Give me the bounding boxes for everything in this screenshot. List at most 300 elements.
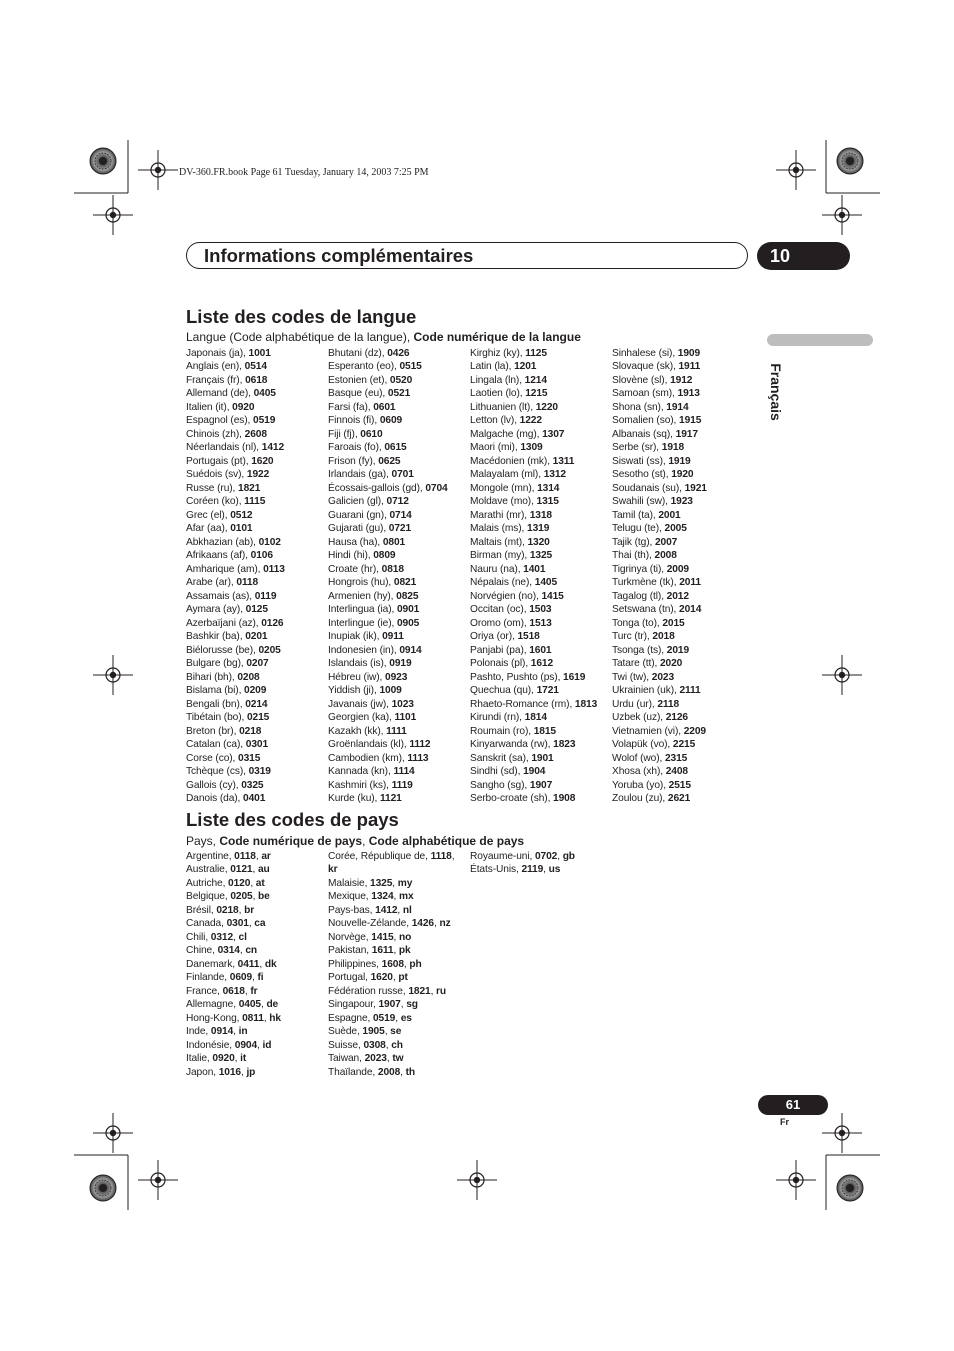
language-code: 1920 [671, 469, 694, 481]
language-name: Moldave (mo), [470, 496, 537, 508]
language-name: Kirghiz (ky), [470, 348, 526, 359]
language-code: 0818 [381, 563, 404, 575]
language-code: 2015 [662, 617, 685, 629]
language-entry [470, 563, 612, 576]
country-entry: Brésil, 0218, br [186, 904, 255, 916]
country-name: Malaisie, [328, 877, 371, 889]
language-entry [186, 711, 328, 724]
country-entry: Argentine, 0118, ar [186, 851, 271, 862]
language-entry [186, 725, 328, 738]
language-code: 1115 [244, 496, 266, 508]
language-entry [186, 495, 328, 508]
language-entry [612, 536, 754, 549]
language-name: Tatare (tt), [612, 658, 660, 670]
country-name: Chili, [186, 931, 211, 943]
language-code: 2011 [679, 577, 701, 589]
language-name: Afrikaans (af), [186, 550, 251, 562]
country-name: Autriche, [186, 877, 229, 889]
language-entry [470, 711, 612, 724]
language-entry [186, 509, 328, 522]
country-numeric-code: 1016 [218, 1066, 241, 1078]
language-code: 0809 [373, 550, 396, 562]
language-entry [186, 657, 328, 670]
country-numeric-code: 0702 [534, 851, 558, 862]
country-numeric-code: 0914 [210, 1026, 234, 1038]
language-name: Ukrainien (uk), [612, 685, 680, 697]
language-entry [186, 428, 328, 441]
language-codes-subtitle-plain: Langue (Code alphabétique de la langue), [186, 330, 414, 344]
language-name: Grec (el), [186, 509, 231, 521]
language-entry [470, 347, 612, 360]
language-entry [328, 576, 470, 589]
language-column-2 [328, 347, 470, 805]
country-numeric-code: 1611 [371, 945, 394, 957]
language-name: Tajik (tg), [612, 536, 655, 548]
language-name: Danois (da), [186, 792, 244, 804]
language-code: 1813 [574, 698, 598, 710]
language-code: 1912 [670, 374, 693, 386]
language-name: Latin (la), [470, 361, 515, 373]
language-entry [612, 617, 754, 630]
country-alpha-code: sg [406, 999, 418, 1011]
country-name: Finlande, [186, 972, 230, 984]
country-alpha-code: pk [398, 945, 411, 957]
language-name: Corse (co), [186, 752, 239, 764]
language-name: Biélorusse (be), [186, 644, 259, 656]
country-name: Chine, [186, 945, 218, 957]
language-entry [470, 401, 612, 414]
language-entry [186, 455, 328, 468]
language-code: 0126 [261, 617, 284, 629]
language-entry [186, 765, 328, 778]
country-entry: Italie, 0920, it [186, 1053, 247, 1065]
country-entry: Portugal, 1620, pt [328, 972, 408, 984]
language-code: 1222 [519, 415, 542, 427]
country-alpha-code: br [244, 904, 255, 916]
language-entry [186, 414, 328, 427]
language-code: 1907 [529, 779, 553, 791]
language-entry [186, 441, 328, 454]
language-code: 1914 [666, 401, 689, 413]
language-code: 0609 [379, 415, 403, 427]
language-name: Polonais (pl), [470, 658, 531, 670]
country-entry: Philippines, 1608, ph [328, 958, 422, 970]
language-code: 2515 [668, 779, 691, 791]
language-name: Pashto, Pushto (ps), [470, 671, 564, 683]
language-code: 1909 [677, 348, 701, 359]
language-name: Afar (aa), [186, 523, 231, 535]
language-name: Tsonga (ts), [612, 644, 667, 656]
country-column-1 [186, 850, 328, 1079]
language-code: 0106 [250, 550, 273, 562]
language-entry [328, 482, 470, 495]
country-numeric-code: 0314 [217, 945, 240, 957]
language-name: Assamais (as), [186, 590, 255, 602]
country-entry: Hong-Kong, 0811, hk [186, 1012, 281, 1024]
language-code: 2018 [652, 631, 675, 643]
language-code: 0714 [389, 509, 412, 521]
language-code: 2608 [244, 428, 267, 440]
language-name: Hébreu (iw), [328, 671, 386, 683]
country-codes-subtitle-bold-1: Code numérique de pays [219, 834, 363, 848]
language-name: Japonais (ja), [186, 348, 249, 359]
language-entry [612, 725, 754, 738]
language-name: Bulgare (bg), [186, 658, 247, 670]
country-column-3 [470, 850, 612, 877]
language-code: 1918 [661, 442, 685, 454]
language-code: 1319 [527, 523, 550, 535]
country-entry: Danemark, 0411, dk [186, 958, 277, 970]
language-name: Occitan (oc), [470, 604, 530, 616]
country-alpha-code: th [405, 1066, 416, 1078]
language-entry [328, 657, 470, 670]
language-entry [186, 468, 328, 481]
country-name: Fédération russe, [328, 985, 409, 997]
country-entry: Chine, 0314, cn [186, 945, 258, 957]
language-name: Georgien (ka), [328, 712, 395, 724]
language-code: 1125 [525, 348, 547, 359]
language-code: 1315 [536, 496, 559, 508]
language-entry [612, 684, 754, 697]
language-code: 1312 [543, 469, 566, 481]
language-code: 1915 [679, 415, 702, 427]
language-code: 1513 [529, 617, 552, 629]
country-column-2 [328, 850, 470, 1079]
country-alpha-code: ca [254, 918, 266, 930]
language-entry [612, 671, 754, 684]
language-name: Kazakh (kk), [328, 725, 387, 737]
language-code: 1101 [394, 712, 417, 724]
language-entry [328, 752, 470, 765]
language-name: Norvégien (no), [470, 590, 542, 602]
language-code: 0515 [399, 361, 422, 373]
language-name: Français (fr), [186, 374, 246, 386]
country-alpha-code: no [399, 931, 412, 943]
language-code: 0209 [244, 685, 267, 697]
language-entry [612, 644, 754, 657]
language-entry [470, 414, 612, 427]
language-name: Shona (sn), [612, 401, 667, 413]
language-code: 1913 [677, 388, 700, 400]
country-numeric-code: 0405 [238, 999, 261, 1011]
language-name: Laotien (lo), [470, 388, 526, 400]
language-name: Espagnol (es), [186, 415, 254, 427]
language-entry [186, 752, 328, 765]
country-numeric-code: 1324 [371, 891, 394, 903]
language-code: 1121 [380, 792, 402, 804]
language-entry [328, 738, 470, 751]
country-name: Australie, [186, 864, 231, 876]
language-name: Kannada (kn), [328, 766, 394, 778]
language-name: Abkhazian (ab), [186, 536, 259, 548]
country-numeric-code: 2119 [521, 864, 544, 876]
language-name: Bihari (bh), [186, 671, 238, 683]
country-alpha-code: es [400, 1012, 412, 1024]
language-name: Marathi (mr), [470, 509, 530, 521]
language-code: 1612 [530, 658, 554, 670]
country-numeric-code: 0218 [216, 904, 239, 916]
language-code: 2126 [665, 712, 688, 724]
language-name: Roumain (ro), [470, 725, 534, 737]
country-alpha-code: ch [391, 1039, 403, 1051]
language-entry [612, 441, 754, 454]
language-name: Faroais (fo), [328, 442, 385, 454]
language-name: Néerlandais (nl), [186, 442, 262, 454]
language-code: 1911 [678, 361, 701, 373]
country-name: Thaïlande, [328, 1066, 378, 1078]
language-name: Yiddish (ji), [328, 685, 380, 697]
language-tab-label: Français [768, 363, 784, 421]
language-name: Amharique (am), [186, 563, 264, 575]
language-code: 1619 [563, 671, 586, 683]
country-name: Mexique, [328, 891, 372, 903]
language-name: Kurde (ku), [328, 792, 381, 804]
language-name: Portugais (pt), [186, 455, 252, 467]
language-entry [470, 684, 612, 697]
country-entry: Mexique, 1324, mx [328, 891, 414, 903]
language-entry [612, 495, 754, 508]
language-code: 2111 [679, 685, 701, 697]
language-name: Italien (it), [186, 401, 233, 413]
language-entry [186, 684, 328, 697]
country-name: Italie, [186, 1053, 213, 1065]
country-alpha-code: ph [409, 958, 422, 970]
language-code: 1325 [529, 550, 553, 562]
language-name: Écossais-gallois (gd), [328, 482, 426, 494]
language-name: Inupiak (ik), [328, 631, 383, 643]
language-entry [612, 347, 754, 360]
language-name: Malayalam (ml), [470, 469, 544, 481]
language-code: 2009 [666, 563, 689, 575]
language-name: Interlingua (ia), [328, 604, 397, 616]
language-code: 0208 [237, 671, 260, 683]
language-name: Coréen (ko), [186, 496, 245, 508]
country-alpha-code: ar [261, 851, 271, 862]
language-name: Soudanais (su), [612, 482, 685, 494]
language-name: Armenien (hy), [328, 590, 397, 602]
country-name: Singapour, [328, 999, 379, 1011]
language-entry [186, 779, 328, 792]
country-entry: France, 0618, fr [186, 985, 258, 997]
country-numeric-code: 1412 [375, 904, 398, 916]
language-code: 0426 [387, 348, 410, 359]
country-entry: Australie, 0121, au [186, 864, 270, 876]
language-entry [470, 725, 612, 738]
language-name: Breton (br), [186, 725, 240, 737]
language-name: Lingala (ln), [470, 374, 525, 386]
language-code: 0618 [245, 374, 268, 386]
country-entry: Chili, 0312, cl [186, 931, 247, 943]
country-codes-subtitle-bold-2: Code alphabétique de pays [368, 834, 525, 848]
language-name: Thai (th), [612, 550, 655, 562]
language-name: Yoruba (yo), [612, 779, 669, 791]
language-name: Népalais (ne), [470, 577, 535, 589]
country-numeric-code: 1325 [370, 877, 393, 889]
language-name: Esperanto (eo), [328, 361, 400, 373]
language-entry [612, 698, 754, 711]
country-entry: Finlande, 0609, fi [186, 972, 264, 984]
country-numeric-code: 1608 [381, 958, 404, 970]
language-code: 0923 [385, 671, 408, 683]
language-code: 2118 [657, 698, 680, 710]
language-name: Volapük (vo), [612, 739, 673, 751]
language-code: 1023 [391, 698, 414, 710]
country-numeric-code: 0118 [234, 851, 256, 862]
language-name: Sinhalese (si), [612, 348, 678, 359]
language-name: Twi (tw), [612, 671, 652, 683]
language-code: 1601 [529, 644, 552, 656]
language-code: 1112 [409, 739, 431, 751]
country-name: Royaume-uni, [470, 851, 535, 862]
language-code: 1503 [529, 604, 552, 616]
country-alpha-code: se [390, 1026, 402, 1038]
country-alpha-code: pt [398, 972, 408, 984]
language-code: 0301 [245, 739, 269, 751]
language-name: Sangho (sg), [470, 779, 530, 791]
language-code: 0905 [396, 617, 420, 629]
language-entry [328, 711, 470, 724]
country-name: Philippines, [328, 958, 382, 970]
language-name: Setswana (tn), [612, 604, 680, 616]
language-name: Hongrois (hu), [328, 577, 394, 589]
language-entry [328, 468, 470, 481]
country-alpha-code: dk [264, 958, 277, 970]
language-name: Catalan (ca), [186, 739, 246, 751]
language-entry [328, 509, 470, 522]
language-entry [186, 401, 328, 414]
language-entry [186, 698, 328, 711]
language-code: 0520 [389, 374, 413, 386]
language-name: Suédois (sv), [186, 469, 247, 481]
language-entry [186, 387, 328, 400]
language-code: 0207 [246, 658, 269, 670]
country-numeric-code: 0618 [222, 985, 245, 997]
country-alpha-code: mx [399, 891, 414, 903]
language-code: 0519 [253, 415, 276, 427]
language-name: Bengali (bn), [186, 698, 246, 710]
country-entry: Belgique, 0205, be [186, 891, 270, 903]
language-code: 2621 [667, 792, 691, 804]
country-alpha-code: nl [402, 904, 412, 916]
language-entry [328, 374, 470, 387]
language-code: 0101 [230, 523, 253, 535]
language-code: 1412 [261, 442, 285, 454]
country-entry-continued [328, 863, 470, 876]
language-code: 2014 [679, 604, 702, 616]
language-name: Aymara (ay), [186, 604, 246, 616]
country-entry: Taiwan, 2023, tw [328, 1053, 404, 1065]
language-code: 0315 [238, 752, 261, 764]
language-code: 0821 [393, 577, 417, 589]
country-entry: Inde, 0914, in [186, 1026, 248, 1038]
language-code: 0610 [360, 428, 383, 440]
country-numeric-code: 0920 [212, 1053, 235, 1065]
language-entry [612, 482, 754, 495]
language-name: Vietnamien (vi), [612, 725, 684, 737]
country-numeric-code: 1905 [362, 1026, 385, 1038]
language-name: Sanskrit (sa), [470, 752, 532, 764]
language-code: 2209 [683, 725, 706, 737]
country-alpha-code: jp [246, 1066, 256, 1078]
country-alpha-code: hk [269, 1012, 281, 1024]
language-entry [328, 414, 470, 427]
language-name: Tigrinya (ti), [612, 563, 667, 575]
language-code: 2012 [666, 590, 689, 602]
language-entry [612, 455, 754, 468]
country-name: Allemagne, [186, 999, 239, 1011]
language-name: Tamil (ta), [612, 509, 659, 521]
language-code: 0514 [244, 361, 267, 373]
language-code: 1904 [523, 766, 546, 778]
language-entry [612, 657, 754, 670]
language-code: 1917 [675, 428, 698, 440]
language-name: Arabe (ar), [186, 577, 237, 589]
language-entry [328, 779, 470, 792]
language-name: Maltais (mt), [470, 536, 528, 548]
language-name: Letton (lv), [470, 415, 520, 427]
country-name: Belgique, [186, 891, 231, 903]
language-entry [470, 455, 612, 468]
language-entry [612, 590, 754, 603]
language-code: 0914 [399, 644, 422, 656]
language-entry [612, 468, 754, 481]
country-name: Espagne, [328, 1012, 373, 1024]
country-name: Inde, [186, 1026, 211, 1038]
language-name: Kashmiri (ks), [328, 779, 392, 791]
language-entry [328, 455, 470, 468]
language-code: 1111 [386, 725, 407, 737]
country-name: États-Unis, [470, 864, 522, 876]
language-entry [328, 644, 470, 657]
country-alpha-code: it [240, 1053, 247, 1065]
country-numeric-code: 0609 [229, 972, 253, 984]
language-code: 1901 [531, 752, 554, 764]
language-entry [612, 360, 754, 373]
country-entry: Japon, 1016, jp [186, 1066, 256, 1078]
language-name: Uzbek (uz), [612, 712, 666, 724]
language-code: 0701 [391, 469, 414, 481]
language-code: 1922 [246, 469, 270, 481]
language-entry [328, 765, 470, 778]
country-alpha-code: ru [436, 985, 447, 997]
language-entry [612, 387, 754, 400]
language-name: Slovaque (sk), [612, 361, 679, 373]
language-entry [328, 387, 470, 400]
language-entry [470, 698, 612, 711]
language-name: Tonga (to), [612, 617, 663, 629]
language-entry [328, 671, 470, 684]
country-alpha-code: de [266, 999, 279, 1011]
language-code: 0401 [243, 792, 266, 804]
country-entry: Suisse, 0308, ch [328, 1039, 403, 1051]
language-name: Macédonien (mk), [470, 455, 553, 467]
language-code: 0113 [263, 563, 285, 575]
language-entry [186, 563, 328, 576]
country-name: Portugal, [328, 972, 371, 984]
language-tab [766, 355, 786, 429]
language-entry [612, 630, 754, 643]
language-code: 1814 [524, 712, 547, 724]
language-code: 0521 [387, 388, 411, 400]
language-name: Irlandais (ga), [328, 469, 392, 481]
language-name: Quechua (qu), [470, 685, 537, 697]
country-numeric-code: 1821 [408, 985, 431, 997]
language-code: 0214 [245, 698, 268, 710]
language-entry [186, 617, 328, 630]
language-code: 0712 [386, 496, 409, 508]
country-name: Taiwan, [328, 1053, 365, 1065]
language-entry [470, 738, 612, 751]
